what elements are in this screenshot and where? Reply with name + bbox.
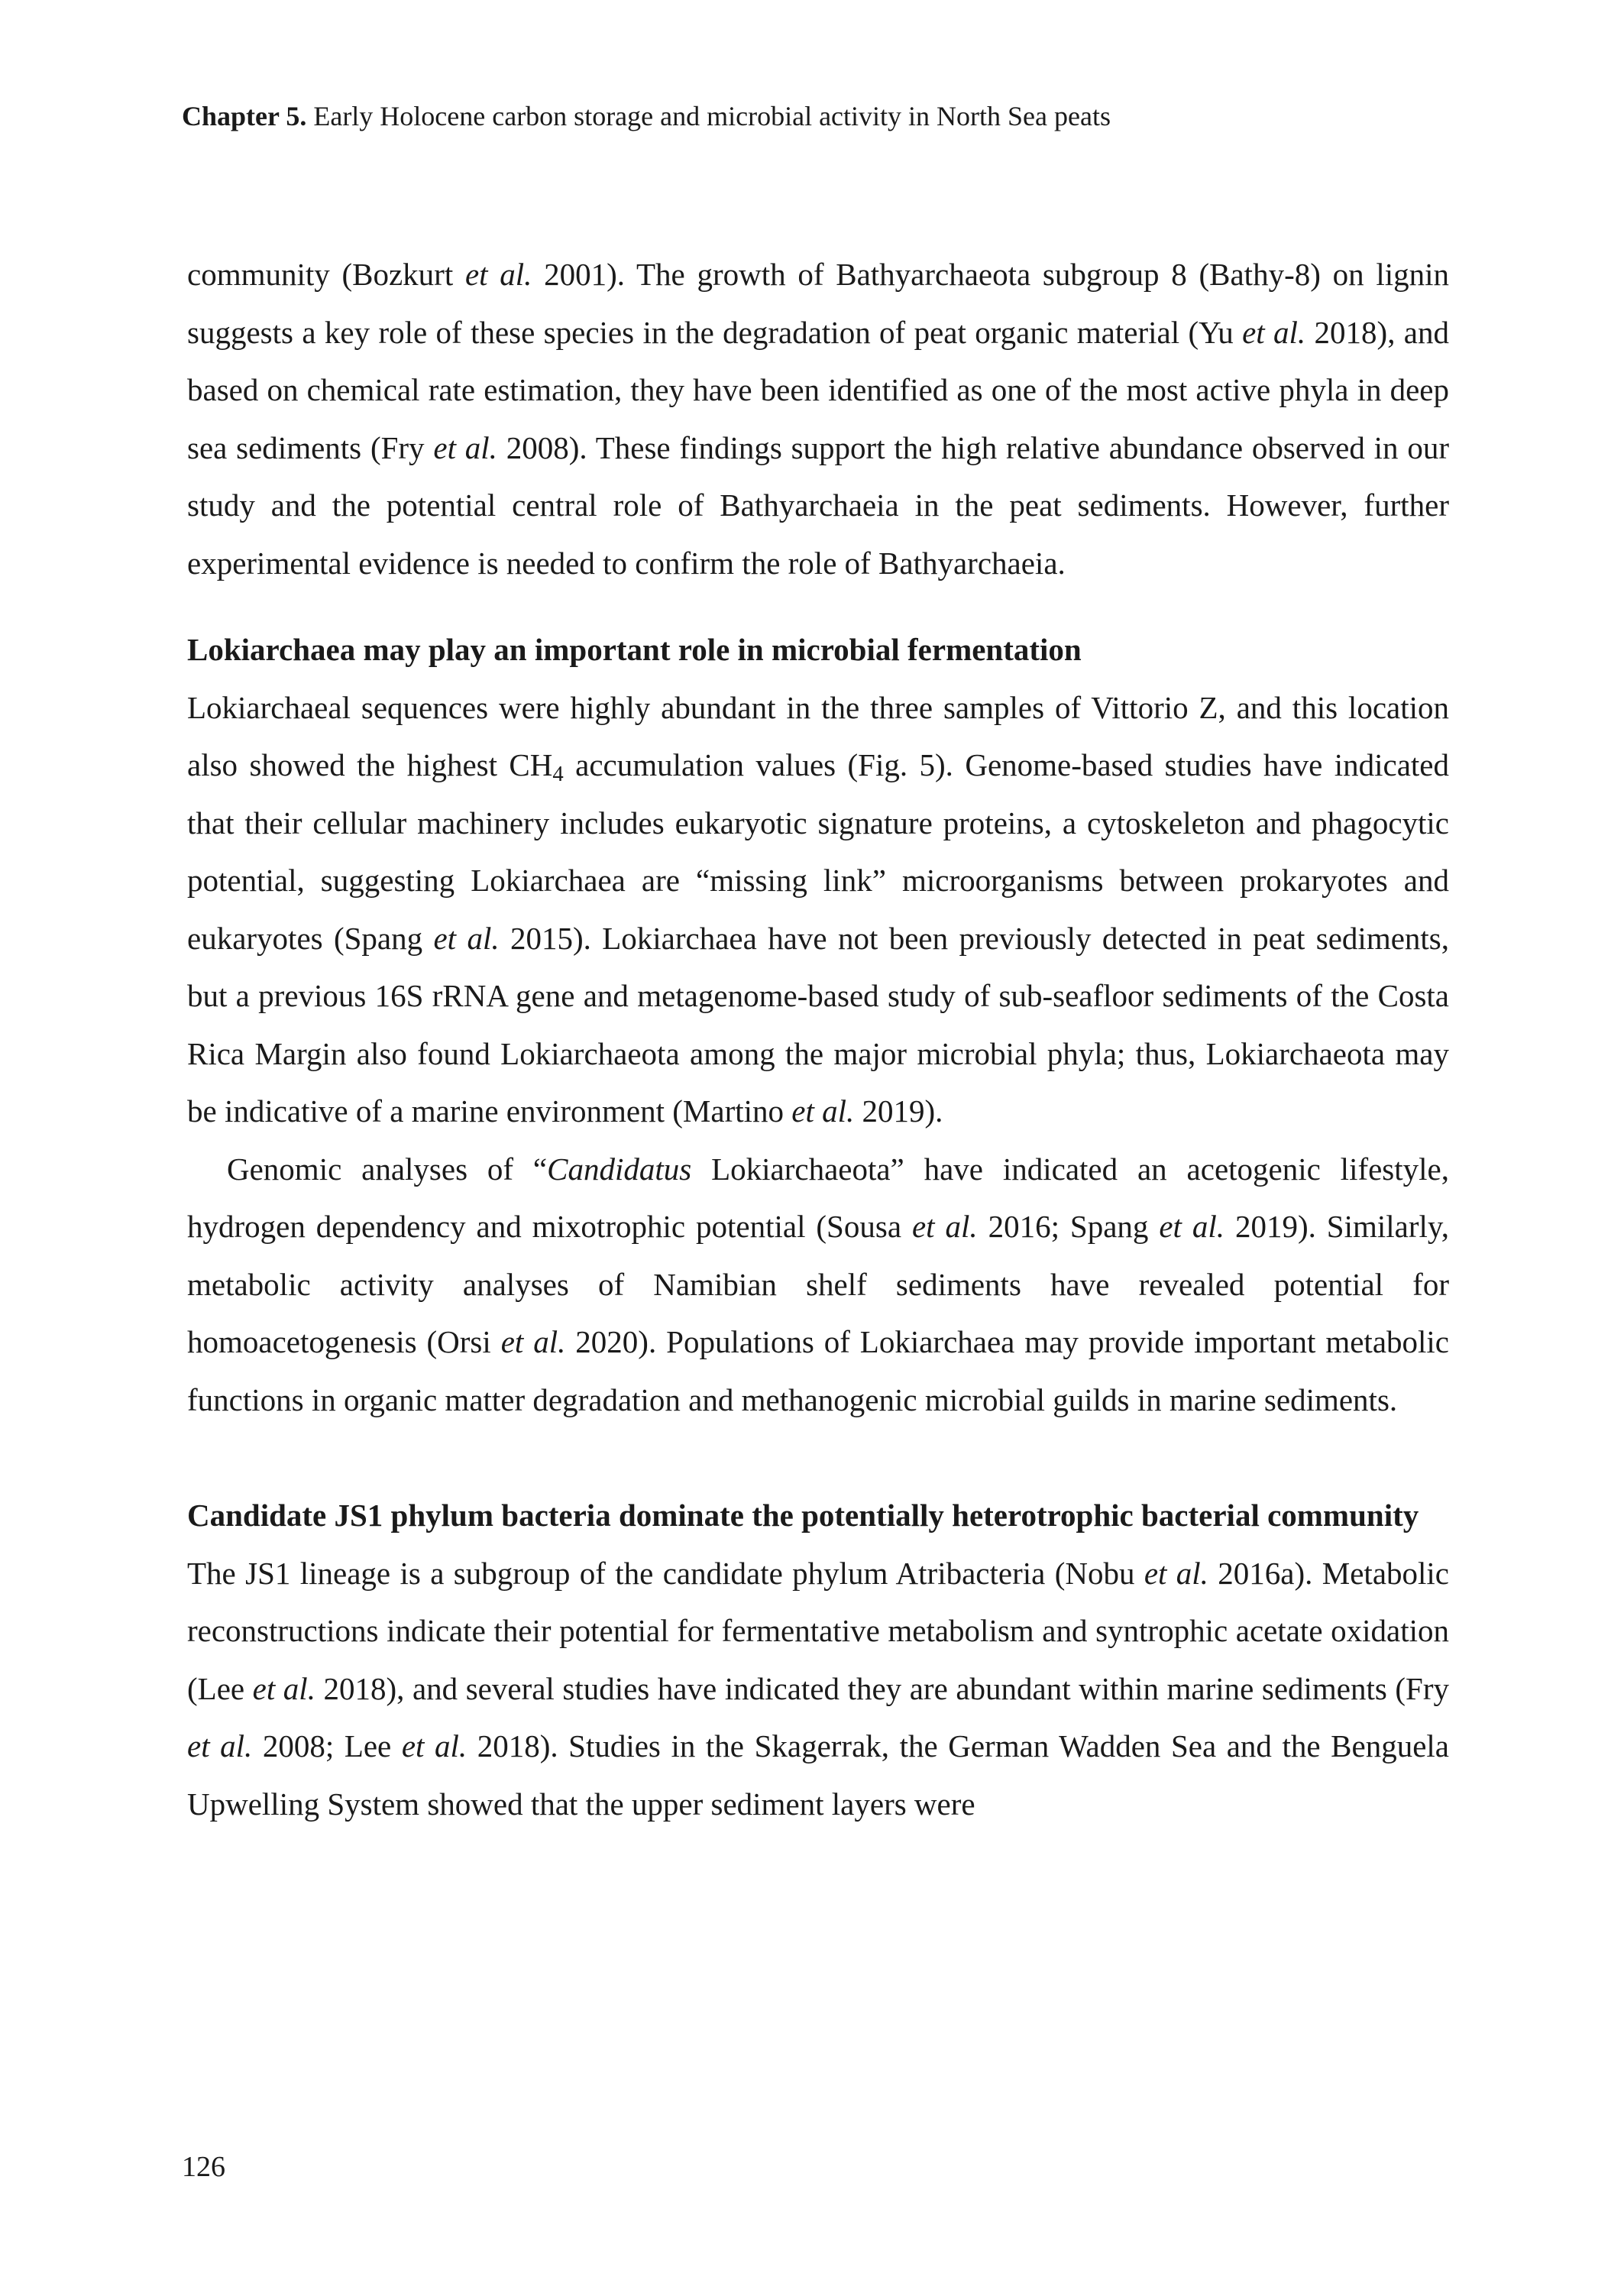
section-heading-js1: Candidate JS1 phylum bacteria dominate the potentially heterotrophic bacterial community [187,1498,1419,1533]
paragraph-2: Lokiarchaeal sequences were highly abundant in the three samples of Vittorio Z, and this location also showed the highest $CH_4$ accumulation values (Fig. 5). Genome-based studies have indicated that their cellular machinery includes eukaryotic signature proteins, a cytoskeleton and phagocytic potential, suggesting Lokiarchaea are “missing link” microorganisms between prokaryotes and eukaryotes (Spang et al. 2015). Lokiarchaea have not been previously detected in peat sediments, but a previous 16S rRNA gene and metagenome-based study of sub-seafloor sediments of the Costa Rica Margin also found Lokiarchaeota among the major microbial phyla; thus, Lokiarchaeota may be indicative of a marine environment (Martino et al. 2019). [187,689,1450,1129]
section-heading-lokiarchaea: Lokiarchaea may play an important role in microbial fermentation [187,632,1082,667]
running-header [182,98,1111,134]
chapter-title: Early Holocene carbon storage and microbial activity in North Sea peats [313,101,1111,131]
paragraph-4: The JS1 lineage is a subgroup of the candidate phylum Atribacteria (Nobu et al. 2016a). Metabolic reconstructions indicate their potential for fermentative metabolism and syntrophic acetate oxidation (Lee et al. 2018), and several studies have indicated they are abundant within marine sediments (Fry et al. 2008; Lee et al. 2018). Studies in the Skagerrak, the German Wadden Sea and the Benguela Upwelling System showed that the upper sediment layers were [187,1555,1450,1822]
paragraph-1: community (Bozkurt et al. 2001). The growth of Bathyarchaeota subgroup 8 (Bathy-8) on lignin suggests a key role of these species in the degradation of peat organic material (Yu et al. 2018), and based on chemical rate estimation, they have been identified as one of the most active phyla in deep sea sediments (Fry et al. 2008). These findings support the high relative abundance observed in our study and the potential central role of Bathyarchaeia in the peat sediments. However, further experimental evidence is needed to confirm the role of Bathyarchaeia. [187,257,1450,581]
page-number: 126 [182,2151,225,2183]
chapter-label: Chapter 5. [182,101,307,131]
body-text [187,246,1449,1833]
paragraph-3: Genomic analyses of “Candidatus Lokiarchaeota” have indicated an acetogenic lifestyle, hydrogen dependency and mixotrophic potential (Sousa et al. 2016; Spang et al. 2019). Similarly, metabolic activity analyses of Namibian shelf sediments have revealed potential for homoacetogenesis (Orsi et al. 2020). Populations of Lokiarchaea may provide important metabolic functions in organic matter degradation and methanogenic microbial guilds in marine sediments. [187,1151,1449,1417]
